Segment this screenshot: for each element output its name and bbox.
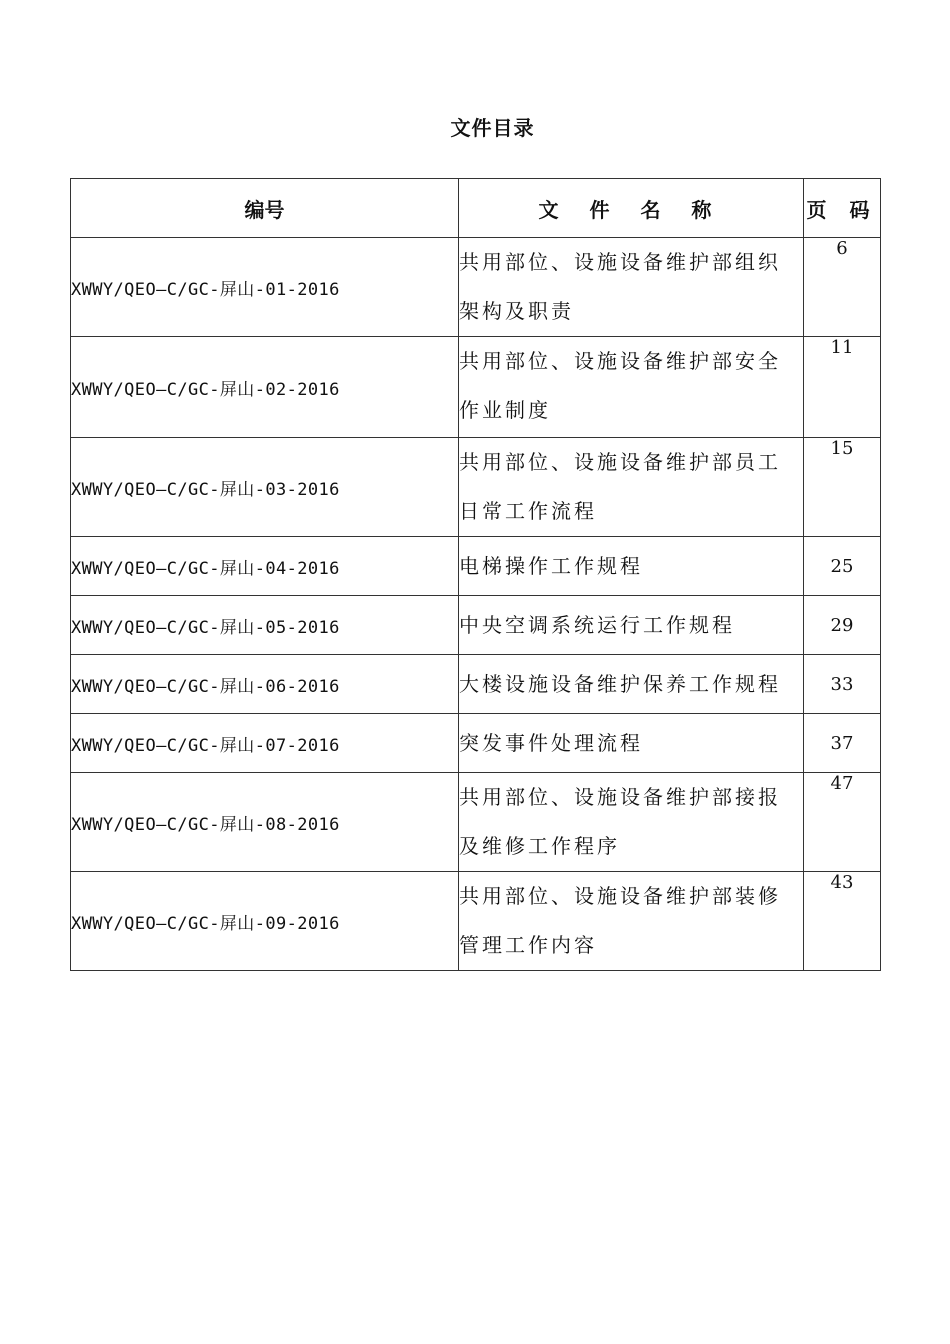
row-page: 6 [804, 238, 881, 337]
row-name: 突发事件处理流程 [459, 714, 804, 773]
header-code: 编号 [71, 179, 459, 238]
row-code: XWWY/QEO—C/GC-屏山-09-2016 [71, 872, 459, 971]
table-row [71, 238, 881, 337]
table-row [71, 872, 881, 971]
table-row [71, 438, 881, 537]
toc-table [70, 178, 881, 971]
row-page: 47 [804, 773, 881, 872]
row-code: XWWY/QEO—C/GC-屏山-02-2016 [71, 337, 459, 438]
row-code: XWWY/QEO—C/GC-屏山-07-2016 [71, 714, 459, 773]
row-name: 中央空调系统运行工作规程 [459, 596, 804, 655]
row-code: XWWY/QEO—C/GC-屏山-04-2016 [71, 537, 459, 596]
table-row [71, 337, 881, 438]
table-row [71, 655, 881, 714]
table-row [71, 773, 881, 872]
table-row [71, 596, 881, 655]
row-name: 共用部位、设施设备维护部员工日常工作流程 [459, 438, 804, 537]
toc-header-row [71, 179, 881, 238]
row-code: XWWY/QEO—C/GC-屏山-06-2016 [71, 655, 459, 714]
row-name: 共用部位、设施设备维护部安全作业制度 [459, 337, 804, 438]
row-name: 共用部位、设施设备维护部接报及维修工作程序 [459, 773, 804, 872]
row-page: 33 [804, 655, 881, 714]
header-name: 文 件 名 称 [459, 179, 804, 238]
row-page: 25 [804, 537, 881, 596]
table-row [71, 714, 881, 773]
document-title: 文件目录 [450, 116, 535, 140]
row-name: 共用部位、设施设备维护部装修管理工作内容 [459, 872, 804, 971]
row-code: XWWY/QEO—C/GC-屏山-05-2016 [71, 596, 459, 655]
row-code: XWWY/QEO—C/GC-屏山-03-2016 [71, 438, 459, 537]
row-page: 29 [804, 596, 881, 655]
header-page: 页 码 [804, 179, 881, 238]
row-page: 37 [804, 714, 881, 773]
row-code: XWWY/QEO—C/GC-屏山-01-2016 [71, 238, 459, 337]
row-page: 43 [804, 872, 881, 971]
row-name: 共用部位、设施设备维护部组织架构及职责 [459, 238, 804, 337]
row-page: 11 [804, 337, 881, 438]
row-name: 电梯操作工作规程 [459, 537, 804, 596]
row-page: 15 [804, 438, 881, 537]
row-name: 大楼设施设备维护保养工作规程 [459, 655, 804, 714]
table-row [71, 537, 881, 596]
row-code: XWWY/QEO—C/GC-屏山-08-2016 [71, 773, 459, 872]
